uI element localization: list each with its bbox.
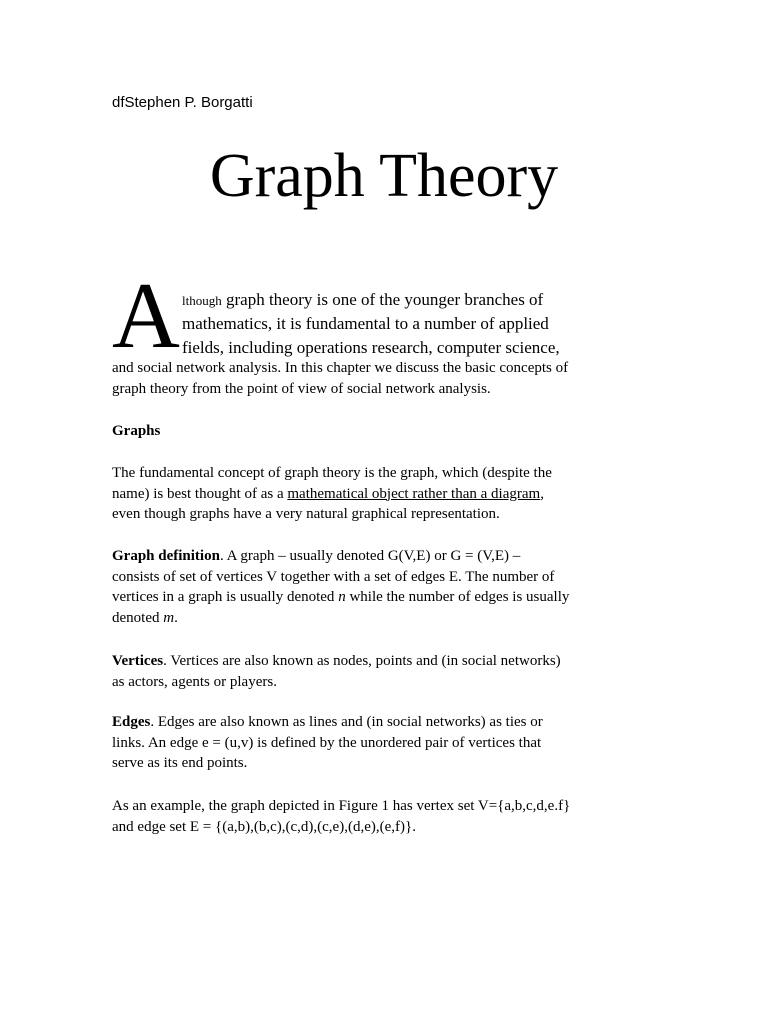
section-heading-graphs <box>112 421 672 442</box>
edges-line-2: links. An edge e = (u,v) is defined by the unordered pair of vertices that <box>112 734 542 751</box>
fundamental-line-2 <box>112 484 672 505</box>
n-symbol: n <box>338 589 346 605</box>
example-paragraph <box>112 796 672 837</box>
fundamental-paragraph <box>112 463 672 525</box>
graph-definition-term: Graph definition <box>112 548 220 564</box>
fundamental-line-2-punct: , <box>540 485 544 502</box>
graph-definition-line-1 <box>112 546 672 567</box>
fundamental-line-3: even though graphs have a very natural graphical representation. <box>112 506 500 522</box>
intro-line-1 <box>182 288 543 313</box>
edges-paragraph <box>112 712 672 774</box>
edges-term: Edges <box>112 714 151 730</box>
intro-line-4: and social network analysis. In this chapter we discuss the basic concepts of <box>112 360 569 376</box>
intro-continuation <box>112 358 672 399</box>
author-line: dfStephen P. Borgatti <box>112 94 253 111</box>
edges-line-1-text: . Edges are also known as lines and (in social networks) as ties or <box>150 714 543 730</box>
fundamental-line-1: The fundamental concept of graph theory is the graph, which (despite the <box>112 465 552 481</box>
fundamental-line-2-text: name) is best thought of as a <box>112 485 288 502</box>
graph-definition-line-3 <box>112 587 672 608</box>
graph-definition-line-4 <box>112 608 672 629</box>
edges-line-3: serve as its end points. <box>112 755 248 771</box>
graph-definition-paragraph <box>112 546 672 628</box>
intro-line-1-text: graph theory is one of the younger branches of <box>221 290 544 309</box>
example-line-2: and edge set E = {(a,b),(b,c),(c,d),(c,e),(d,e),(e,f)}. <box>112 818 416 835</box>
intro-line-3: fields, including operations research, computer science, <box>182 338 560 357</box>
graph-definition-line-1-text: . A graph – usually denoted G(V,E) or G = (V,E) – <box>219 548 521 564</box>
drop-cap: A <box>112 264 180 368</box>
edges-line-1 <box>112 712 672 733</box>
vertices-line-1 <box>112 651 672 672</box>
graph-definition-line-3-post: while the number of edges is usually <box>345 589 570 605</box>
graph-definition-line-4-post: . <box>174 609 178 626</box>
underlined-phrase: mathematical object rather than a diagram <box>287 485 541 502</box>
intro-line-2: mathematics, it is fundamental to a number of applied <box>182 314 549 333</box>
intro-lead-word: lthough <box>182 293 222 308</box>
graph-definition-line-3-pre: vertices in a graph is usually denoted <box>112 589 339 605</box>
section-heading: Graphs <box>112 423 161 439</box>
vertices-line-1-text: . Vertices are also known as nodes, points and (in social networks) <box>163 653 561 669</box>
page-title: Graph Theory <box>209 142 559 210</box>
vertices-line-2: as actors, agents or players. <box>112 673 277 690</box>
m-symbol: m <box>163 609 175 626</box>
vertices-paragraph <box>112 651 672 692</box>
graph-definition-line-4-pre: denoted <box>112 609 164 626</box>
vertices-term: Vertices <box>112 653 164 669</box>
example-line-1: As an example, the graph depicted in Figure 1 has vertex set V={a,b,c,d,e.f} <box>112 798 571 814</box>
intro-line-5: graph theory from the point of view of social network analysis. <box>112 380 491 397</box>
graph-definition-line-2: consists of set of vertices V together with a set of edges E. The number of <box>112 568 555 585</box>
